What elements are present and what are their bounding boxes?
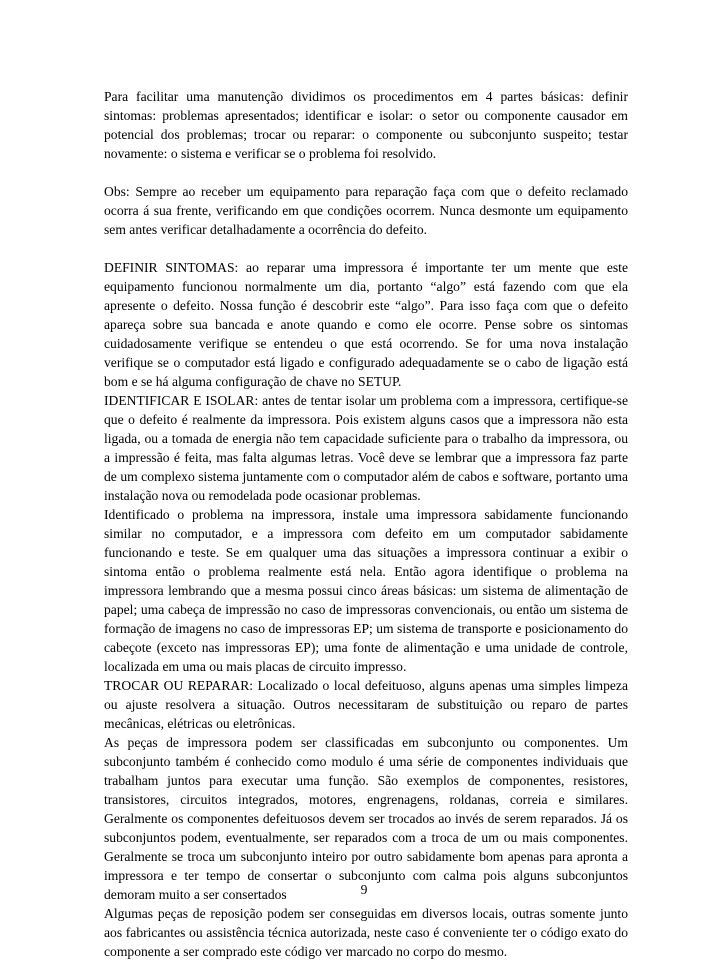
paragraph-trocar-reparar: TROCAR OU REPARAR: Localizado o local defeituoso, alguns apenas uma simples limpeza ou ajuste resolvera a situação. Outros necessitaram de substituição ou reparo de partes mecânicas, elétricas ou eletrônicas. <box>104 678 628 731</box>
paragraph-pecas-reposicao: Algumas peças de reposição podem ser conseguidas em diversos locais, outras somente junto aos fabricantes ou assistência técnica autorizada, neste caso é conveniente ter o código exato do componente a ser comprado este código ver marcado no corpo do mesmo. <box>104 906 628 959</box>
paragraph-definir-sintomas: DEFINIR SINTOMAS: ao reparar uma impressora é importante ter um mente que este equipamento funcionou normalmente um dia, portanto “algo” está fazendo com que ela apresente o defeito. Nossa função é descobrir este “algo”. Para isso faça com que o defeito apareça sobre sua bancada e anote quando e como ele ocorre. Pense sobre os sintomas cuidadosamente verifique se entendeu o que está ocorrendo. Se for uma nova instalação verifique se o computador está ligado e configurado adequadamente se o cabo de ligação está bom e se há alguma configuração de chave no SETUP. <box>104 260 628 389</box>
page-number: 9 <box>360 882 368 897</box>
paragraph-pecas-impressora: As peças de impressora podem ser classificadas em subconjunto ou componentes. Um subconjunto também é conhecido como modulo é uma série de componentes individuais que trabalham juntos para executar uma função. São exemplos de componentes, resistores, transistores, circuitos integrados, motores, engrenagens, roldanas, correia e similares. Geralmente os componentes defeituosos devem ser trocados ao invés de serem reparados. Já os subconjuntos podem, eventualmente, ser reparados com a troca de um ou mais componentes. Geralmente se troca um subconjunto inteiro por outro sabidamente bom apenas para apronta a impressora e ter tempo de consertar o subconjunto com calma pois alguns subconjuntos demoram muito a ser consertados <box>104 735 628 902</box>
paragraph-identificar-isolar: IDENTIFICAR E ISOLAR: antes de tentar isolar um problema com a impressora, certifique-se que o defeito é realmente da impressora. Pois existem alguns casos que a impressora não esta ligada, ou a tomada de energia não tem capacidade suficiente para o trabalho da impressora, ou a impressão é feita, mas falta algumas letras. Você deve se lembrar que a impressora faz parte de um complexo sistema juntamente com o computador além de cabos e software, portanto uma instalação nova ou remodelada pode ocasionar problemas. <box>104 393 628 503</box>
paragraph-identificado-problema: Identificado o problema na impressora, instale uma impressora sabidamente funcionando similar no computador, e a impressora com defeito em um computador sabidamente funcionando e teste. Se em qualquer uma das situações a impressora continuar a exibir o sintoma então o problema realmente está nela. Então agora identifique o problema na impressora lembrando que a mesma possui cinco áreas básicas: um sistema de alimentação de papel; uma cabeça de impressão no caso de impressoras convencionais, ou então um sistema de formação de imagens no caso de impressoras EP; um sistema de transporte e posicionamento do cabeçote (exceto nas impressoras EP); uma fonte de alimentação e uma unidade de controle, localizada em uma ou mais placas de circuito impresso. <box>104 507 628 674</box>
paragraph-intro: Para facilitar uma manutenção dividimos os procedimentos em 4 partes básicas: definir sintomas: problemas apresentados; identificar e isolar: o setor ou componente causador em potencial dos problemas; trocar ou reparar: o componente ou subconjunto suspeito; testar novamente: o sistema e verificar se o problema foi resolvido. <box>104 89 628 161</box>
paragraph-observation: Obs: Sempre ao receber um equipamento para reparação faça com que o defeito reclamado ocorra á sua frente, verificando em que condições ocorrem. Nunca desmonte um equipamento sem antes verificar detalhadamente a ocorrência do defeito. <box>104 184 628 237</box>
page-body <box>104 87 628 961</box>
